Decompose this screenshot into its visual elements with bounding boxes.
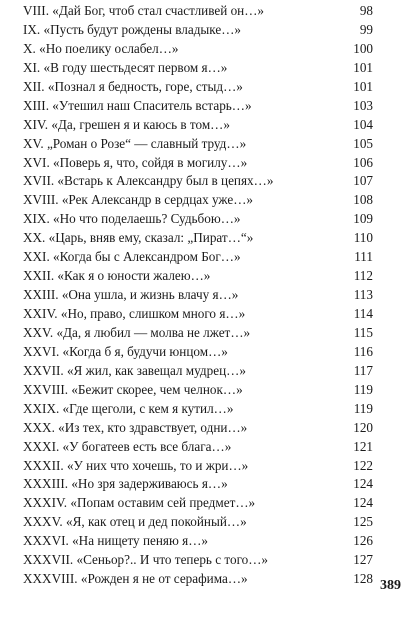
toc-entry-page: 98	[359, 3, 373, 18]
toc-entry-page: 125	[353, 514, 373, 530]
toc-entry-title: XXXI. «У богатеев есть все блага…»	[23, 438, 232, 454]
page-number: 389	[380, 578, 401, 593]
toc-entry	[23, 381, 373, 400]
toc-entry	[23, 532, 373, 551]
toc-entry	[23, 172, 373, 191]
toc-entry-title: XXXIV. «Попам оставим сей предмет…»	[23, 495, 256, 511]
toc-entry	[23, 438, 373, 457]
toc-entry-title: XXXII. «У них что хочешь, то и жри…»	[23, 457, 249, 473]
toc-entry-title: XXXIII. «Но зря задерживаюсь я…»	[23, 476, 228, 492]
toc-entry-page: 113	[353, 287, 373, 303]
toc-entry	[23, 419, 373, 438]
toc-entry	[23, 286, 373, 305]
toc-entry	[23, 362, 373, 381]
toc-entry-page: 115	[353, 324, 373, 340]
toc-entry-page: 116	[353, 343, 373, 359]
toc-entry	[23, 154, 373, 173]
toc-entry	[23, 78, 373, 97]
toc-entry	[23, 97, 373, 116]
table-of-contents	[23, 2, 373, 589]
toc-entry	[23, 513, 373, 532]
toc-entry	[23, 343, 373, 362]
toc-entry	[23, 267, 373, 286]
toc-entry	[23, 2, 373, 21]
toc-entry-title: XII. «Познал я бедность, горе, стыд…»	[23, 78, 243, 94]
toc-entry-page: 104	[353, 116, 373, 132]
toc-entry-page: 124	[353, 495, 373, 511]
toc-entry-page: 128	[353, 571, 373, 587]
toc-entry-page: 101	[353, 78, 373, 94]
toc-entry-title: XXIX. «Где щеголи, с кем я кутил…»	[23, 400, 234, 416]
toc-entry-title: XXII. «Как я о юности жалею…»	[23, 268, 211, 284]
toc-entry-title: XVIII. «Рек Александр в сердцах уже…»	[23, 192, 254, 208]
toc-entry-title: XXXVIII. «Рожден я не от серафима…»	[23, 571, 248, 587]
toc-entry-title: IX. «Пусть будут рождены владыке…»	[23, 21, 241, 37]
toc-entry	[23, 570, 373, 589]
toc-entry	[23, 457, 373, 476]
toc-entry-page: 100	[353, 40, 373, 56]
toc-entry-page: 105	[353, 135, 373, 151]
toc-entry	[23, 229, 373, 248]
toc-entry-title: XIX. «Но что поделаешь? Судьбою…»	[23, 211, 241, 227]
toc-entry-title: XXI. «Когда бы с Александром Бог…»	[23, 249, 241, 265]
toc-entry-page: 101	[353, 59, 373, 75]
toc-entry	[23, 305, 373, 324]
toc-entry-title: XV. „Роман о Розе“ — славный труд…»	[23, 135, 247, 151]
toc-entry-title: XXVI. «Когда б я, будучи юнцом…»	[23, 343, 228, 359]
toc-entry-page: 114	[353, 306, 373, 321]
toc-entry-page: 120	[353, 419, 373, 435]
toc-entry	[23, 116, 373, 135]
toc-entry-title: XXX. «Из тех, кто здравствует, одни…»	[23, 419, 248, 435]
toc-entry-title: XXV. «Да, я любил — молва не лжет…»	[23, 324, 251, 340]
toc-entry-title: XIV. «Да, грешен я и каюсь в том…»	[23, 116, 230, 132]
toc-entry-title: XX. «Царь, вняв ему, сказал: „Пират…“»	[23, 230, 254, 246]
toc-entry-title: XVI. «Поверь я, что, сойдя в могилу…»	[23, 154, 248, 170]
toc-entry-page: 112	[353, 268, 373, 284]
toc-entry-title: XIII. «Утешил наш Спаситель встарь…»	[23, 97, 252, 113]
toc-entry-page: 107	[353, 173, 373, 189]
toc-entry	[23, 475, 373, 494]
toc-entry	[23, 551, 373, 570]
toc-entry-page: 127	[353, 552, 373, 568]
toc-entry-page: 122	[353, 457, 373, 473]
toc-entry	[23, 21, 373, 40]
toc-entry-title: XXIV. «Но, право, слишком много я…»	[23, 306, 246, 321]
toc-entry	[23, 40, 373, 59]
toc-entry-title: XVII. «Встарь к Александру был в цепях…»	[23, 173, 274, 189]
toc-entry	[23, 324, 373, 343]
toc-entry-page: 108	[353, 192, 373, 208]
toc-entry	[23, 135, 373, 154]
toc-entry-page: 124	[353, 476, 373, 492]
toc-entry	[23, 400, 373, 419]
toc-entry-page: 117	[353, 362, 373, 378]
toc-entry-title: XXXV. «Я, как отец и дед покойный…»	[23, 514, 247, 530]
toc-entry-title: VIII. «Дай Бог, чтоб стал счастливей он…»	[23, 3, 265, 18]
toc-entry-page: 106	[353, 154, 373, 170]
toc-entry-page: 99	[359, 21, 373, 37]
toc-entry-page: 103	[353, 97, 373, 113]
toc-entry-page: 119	[353, 381, 373, 397]
toc-entry-title: XXXVI. «На нищету пеняю я…»	[23, 533, 208, 549]
toc-entry	[23, 210, 373, 229]
toc-entry	[23, 248, 373, 267]
toc-entry-page: 119	[353, 400, 373, 416]
toc-entry-page: 111	[354, 249, 373, 265]
toc-entry-page: 126	[353, 533, 373, 549]
toc-entry	[23, 494, 373, 513]
toc-entry	[23, 59, 373, 78]
toc-entry-title: XXIII. «Она ушла, и жизнь влачу я…»	[23, 287, 239, 303]
toc-entry-title: X. «Но поелику ослабел…»	[23, 40, 179, 56]
toc-entry-title: XXVIII. «Бежит скорее, чем челнок…»	[23, 381, 243, 397]
toc-entry-page: 121	[353, 438, 373, 454]
toc-entry-page: 110	[353, 230, 373, 246]
toc-entry	[23, 191, 373, 210]
toc-entry-title: XXVII. «Я жил, как завещал мудрец…»	[23, 362, 246, 378]
toc-entry-page: 109	[353, 211, 373, 227]
toc-entry-title: XXXVII. «Сеньор?.. И что теперь с того…»	[23, 552, 269, 568]
toc-entry-title: XI. «В году шестьдесят первом я…»	[23, 59, 228, 75]
